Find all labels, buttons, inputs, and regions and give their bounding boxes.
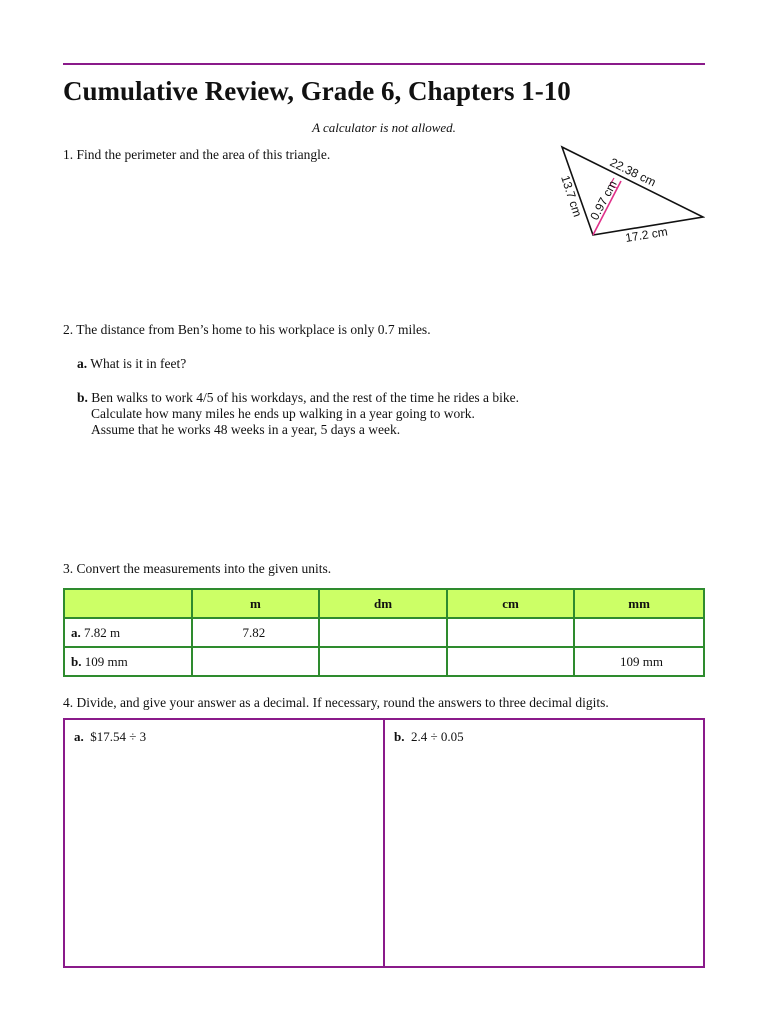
answer-area-b[interactable] (383, 720, 703, 966)
question-4a-expression: $17.54 ÷ 3 (90, 729, 147, 744)
question-2a-label: a. (77, 356, 88, 371)
question-2b-line1: Ben walks to work 4/5 of his workdays, and the rest of the time he rides a bike. (91, 390, 520, 405)
header-cell (64, 589, 192, 618)
answer-cell[interactable] (319, 618, 447, 647)
row-label: b. (71, 653, 82, 669)
question-2b-line2: Calculate how many miles he ends up walking in a year going to work. (91, 406, 475, 421)
header-cell-cm: cm (447, 589, 575, 618)
triangle-outline (562, 147, 703, 235)
top-rule (63, 63, 705, 65)
height-label: 0.97 cm (587, 178, 620, 223)
answer-area-a[interactable] (65, 720, 383, 966)
row-label: a. (71, 624, 81, 640)
header-cell-dm: dm (319, 589, 447, 618)
side-left-label: 13.7 cm (558, 173, 585, 219)
row-label-cell (64, 618, 192, 647)
header-cell-m: m (192, 589, 320, 618)
answer-cell[interactable] (447, 647, 575, 676)
division-answer-box (63, 718, 705, 968)
side-long-label: 22.38 cm (607, 155, 659, 190)
row-value: 7.82 m (84, 624, 121, 640)
question-1-text: 1. Find the perimeter and the area of this triangle. (63, 147, 331, 162)
question-4b-label: b. (394, 729, 405, 744)
question-4-text: 4. Divide, and give your answer as a decimal. If necessary, round the answers to three decimal digits. (63, 695, 609, 710)
question-3-text: 3. Convert the measurements into the given units. (63, 561, 332, 576)
question-4a-label: a. (74, 729, 84, 744)
answer-cell[interactable]: 7.82 (192, 618, 320, 647)
answer-cell[interactable] (574, 618, 704, 647)
calculator-note: A calculator is not allowed. (312, 120, 456, 135)
answer-cell[interactable] (319, 647, 447, 676)
question-4b-expression: 2.4 ÷ 0.05 (410, 729, 464, 744)
question-2b-line3: Assume that he works 48 weeks in a year, 5 days a week. (91, 422, 401, 437)
question-2a (77, 356, 186, 372)
question-2-text: 2. The distance from Ben’s home to his workplace is only 0.7 miles. (63, 322, 431, 337)
question-2a-text: What is it in feet? (90, 356, 187, 371)
answer-cell[interactable]: 109 mm (574, 647, 704, 676)
table-row (64, 618, 704, 647)
row-label-cell (64, 647, 192, 676)
side-bottom-label: 17.2 cm (624, 224, 669, 245)
question-2b (77, 390, 519, 438)
conversion-header-row (64, 589, 704, 618)
question-2b-label: b. (77, 390, 88, 405)
table-row (64, 647, 704, 676)
conversion-table (63, 588, 705, 677)
row-value: 109 mm (84, 653, 128, 669)
page-title: Cumulative Review, Grade 6, Chapters 1-10 (63, 76, 571, 106)
answer-cell[interactable] (192, 647, 320, 676)
header-cell-mm: mm (574, 589, 704, 618)
triangle-figure (553, 143, 705, 247)
answer-cell[interactable] (447, 618, 575, 647)
